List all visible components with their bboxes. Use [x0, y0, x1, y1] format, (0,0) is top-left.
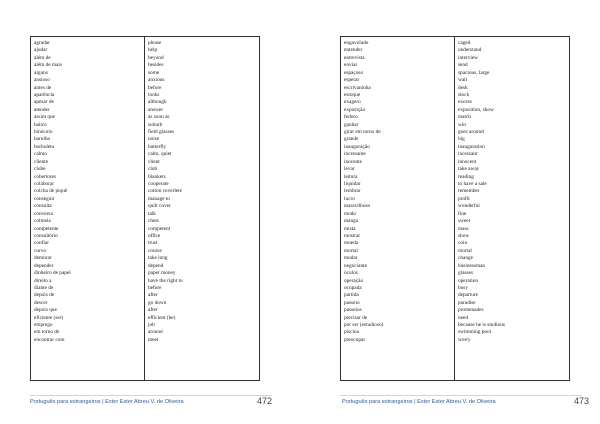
table-cell: girar em torno de — [344, 129, 381, 136]
footer-divider — [340, 395, 582, 396]
footer-divider — [30, 395, 272, 396]
table-cell: calmo — [34, 151, 47, 158]
table-cell: manage to — [148, 195, 170, 202]
table-cell: conseguir — [34, 195, 55, 202]
table-cell: understand — [458, 47, 482, 54]
table-cell: barulho — [34, 136, 51, 143]
table-cell: wonderful — [458, 203, 480, 210]
table-cell: job — [148, 322, 155, 329]
table-cell: alguns — [34, 69, 48, 76]
table-cell: besides — [148, 62, 164, 69]
table-cell: mortal — [344, 247, 358, 254]
table-cell: go down — [148, 299, 167, 306]
table-cell: answer — [148, 106, 164, 113]
table-cell: mostrar — [344, 232, 361, 239]
table-cell: aparência — [34, 91, 55, 98]
table-cell: por ser (estudioso) — [344, 322, 384, 329]
table-cell: client — [148, 158, 160, 165]
table-cell: operation — [458, 277, 479, 284]
table-cell: profit — [458, 195, 470, 202]
table-cell: take away — [458, 166, 480, 173]
page-number: 472 — [257, 396, 273, 406]
table-cell: before — [148, 84, 162, 91]
table-cell: goes around — [458, 129, 484, 136]
table-cell: glasses — [458, 270, 474, 277]
table-cell: leitura — [344, 173, 358, 180]
table-cell: preocupar — [344, 336, 366, 343]
table-cell: chest — [148, 218, 159, 225]
table-cell: some — [148, 69, 160, 76]
table-cell: incessant — [458, 151, 478, 158]
table-cell: moeda — [344, 240, 359, 247]
table-cell: competente — [34, 225, 59, 232]
table-cell: blankets — [148, 173, 166, 180]
english-column — [145, 37, 259, 380]
table-cell: cliente — [34, 158, 49, 165]
table-cell: consulta — [34, 203, 52, 210]
table-cell: conversa — [34, 210, 53, 217]
table-cell: ganhar — [344, 121, 359, 128]
table-cell: noise — [148, 136, 160, 143]
table-cell: fine — [458, 210, 467, 217]
table-cell: levar — [344, 166, 355, 173]
table-cell: course — [148, 247, 162, 254]
vocabulary-table-left — [30, 36, 260, 381]
table-cell: meet — [148, 336, 159, 343]
portuguese-column — [341, 37, 455, 380]
table-cell: depois que — [34, 307, 57, 314]
vocabulary-table-right — [340, 36, 570, 381]
table-cell: cooperate — [148, 181, 169, 188]
table-cell: descer — [34, 299, 48, 306]
table-cell: send — [458, 62, 468, 69]
table-cell: atender — [34, 106, 50, 113]
table-cell: binóculo — [34, 129, 53, 136]
table-cell: antes de — [34, 84, 52, 91]
table-cell: eficiente (ser) — [34, 314, 64, 321]
table-cell: looks — [148, 91, 160, 98]
table-cell: change — [458, 255, 473, 262]
table-cell: entender — [344, 47, 363, 54]
table-cell: enviar — [344, 62, 358, 69]
table-cell: show — [458, 232, 470, 239]
table-cell: agradar — [34, 40, 50, 46]
table-cell: lembrar — [344, 188, 361, 195]
table-cell: exagero — [344, 99, 361, 106]
table-cell: worry — [458, 336, 471, 343]
table-cell: trust — [148, 240, 158, 247]
table-cell: colaborar — [34, 181, 54, 188]
table-cell: colcha de piquê — [34, 188, 68, 195]
table-cell: sweet — [458, 218, 471, 225]
table-cell: need — [458, 314, 468, 321]
table-cell: office — [148, 232, 161, 239]
table-cell: as soon as — [148, 114, 170, 121]
table-cell: excess — [458, 99, 472, 106]
table-cell: esperar — [344, 77, 360, 84]
table-cell: grande — [344, 136, 359, 143]
table-cell: além de mais — [34, 62, 62, 69]
english-column — [455, 37, 569, 380]
table-cell: operação — [344, 277, 364, 284]
table-cell: big — [458, 136, 465, 143]
table-cell: óculos — [344, 270, 358, 277]
table-cell: mass — [458, 225, 469, 232]
table-cell: borboleta — [34, 143, 55, 150]
table-cell: take long — [148, 255, 168, 262]
table-cell: desk — [458, 84, 468, 91]
table-cell: win — [458, 121, 466, 128]
table-cell: depois de — [34, 292, 55, 299]
table-cell: match — [458, 114, 471, 121]
table-cell: dinheiro de papel — [34, 270, 71, 277]
table-cell: apesar de — [34, 99, 54, 106]
table-cell: ocupada — [344, 284, 362, 291]
right-page — [300, 0, 600, 424]
table-cell: fedoro — [344, 114, 358, 121]
table-cell: calm, quiet — [148, 151, 172, 158]
table-cell: because he is studious — [458, 322, 505, 329]
table-cell: em torno de — [34, 329, 60, 336]
table-cell: businessman — [458, 262, 486, 269]
table-cell: escrivaninha — [344, 84, 371, 91]
table-cell: passeios — [344, 307, 362, 314]
table-cell: mista — [344, 225, 356, 232]
table-cell: passeio — [344, 299, 360, 306]
table-cell: exposition, show — [458, 106, 494, 113]
table-cell: butterfly — [148, 143, 167, 150]
footer-text: Português para estrangeiros | Ester Ester Abreu V. de Oliveira — [30, 399, 184, 405]
table-cell: partida — [344, 292, 359, 299]
table-cell: caged — [458, 40, 471, 46]
table-cell: promenades — [458, 307, 484, 314]
table-cell: ansioso — [34, 77, 50, 84]
table-cell: emprego — [34, 322, 53, 329]
table-cell: depender — [34, 262, 54, 269]
table-cell: efficient (be) — [148, 314, 176, 321]
table-cell: to have a sale — [458, 181, 487, 188]
table-cell: around — [148, 329, 163, 336]
table-cell: engavolado — [344, 40, 369, 46]
table-cell: talk — [148, 210, 156, 217]
table-cell: paper money — [148, 270, 176, 277]
table-cell: inauguração — [344, 143, 370, 150]
table-cell: spacious, large — [458, 69, 490, 76]
table-cell: manga — [344, 218, 359, 225]
table-cell: clube — [34, 166, 46, 173]
table-cell: departure — [458, 292, 478, 299]
table-cell: wait — [458, 77, 468, 84]
table-cell: liquidar — [344, 181, 361, 188]
table-cell: before — [148, 284, 162, 291]
table-cell: modo — [344, 210, 357, 217]
table-cell: incessante — [344, 151, 366, 158]
table-cell: field glasses — [148, 129, 175, 136]
table-cell: beyond — [148, 54, 164, 61]
table-cell: precisar de — [344, 314, 368, 321]
table-cell: suburb — [148, 121, 163, 128]
table-cell: busy — [458, 284, 469, 291]
table-cell: além de — [34, 54, 51, 61]
table-cell: although — [148, 99, 167, 106]
table-cell: interview — [458, 54, 479, 61]
table-cell: mortal — [458, 247, 472, 254]
table-cell: piscina — [344, 329, 360, 336]
table-cell: negociante — [344, 262, 367, 269]
portuguese-column — [31, 37, 145, 380]
table-cell: colmeia — [34, 218, 51, 225]
table-cell: remember — [458, 188, 480, 195]
table-cell: coin — [458, 240, 468, 247]
table-cell: consultório — [34, 232, 58, 239]
table-cell: competent — [148, 225, 171, 232]
table-cell: reading — [458, 173, 474, 180]
table-cell: have the right to — [148, 277, 183, 284]
table-cell: club — [148, 166, 158, 173]
table-cell: depend — [148, 262, 164, 269]
table-cell: maravilhoso — [344, 203, 371, 210]
table-cell: after — [148, 307, 158, 314]
footer-text: Português para estrangeiros | Ester Ester Abreu V. de Oliveira — [342, 399, 496, 405]
table-cell: anxious — [148, 77, 165, 84]
table-cell: encontrar com — [34, 336, 65, 343]
table-cell: inocente — [344, 158, 362, 165]
table-cell: lucro — [344, 195, 355, 202]
table-cell: innocent — [458, 158, 477, 165]
table-cell: help — [148, 47, 158, 54]
table-cell: cobertores — [34, 173, 57, 180]
table-cell: after — [148, 292, 158, 299]
table-cell: stock — [458, 91, 470, 98]
table-cell: please — [148, 40, 162, 46]
table-cell: confiar — [34, 240, 49, 247]
table-cell: exposição — [344, 106, 366, 113]
table-cell: direito a — [34, 277, 52, 284]
table-cell: mudar — [344, 255, 358, 262]
table-cell: diante de — [34, 284, 54, 291]
table-cell: quilt cover — [148, 203, 171, 210]
table-cell: paradise — [458, 299, 476, 306]
table-cell: estoque — [344, 91, 361, 98]
table-cell: inauguration — [458, 143, 485, 150]
table-cell: curvo — [34, 247, 47, 254]
table-cell: demorar — [34, 255, 52, 262]
table-cell: entrevista — [344, 54, 365, 61]
table-cell: bairro — [34, 121, 47, 128]
table-cell: assim que — [34, 114, 56, 121]
table-cell: swimming pool — [458, 329, 492, 336]
table-cell: cotton coverlete — [148, 188, 182, 195]
table-cell: ajudar — [34, 47, 48, 54]
table-cell: espaçoso — [344, 69, 364, 76]
page-number: 473 — [574, 396, 590, 406]
